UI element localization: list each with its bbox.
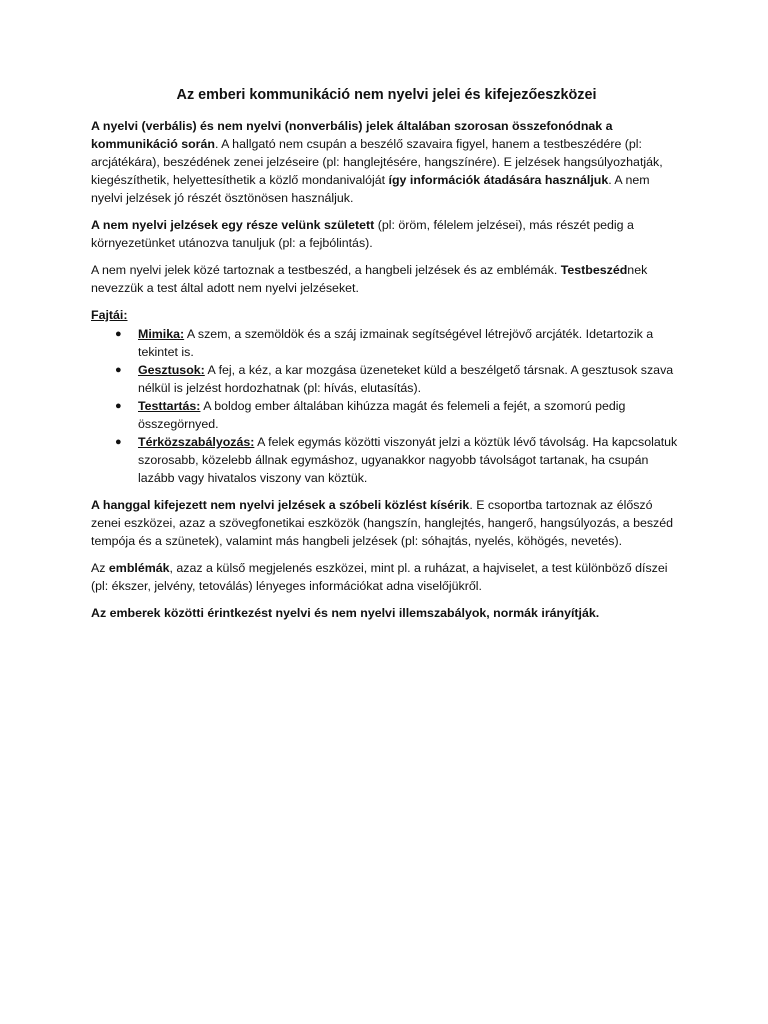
types-heading [91, 306, 682, 324]
paragraph-intro [91, 117, 682, 207]
bold-text: Testbeszéd [560, 263, 628, 277]
bullet-icon: ● [115, 328, 122, 340]
body-text: A nem nyelvi jelek közé tartoznak a testbeszéd, a hangbeli jelzések és az emblémák. [91, 263, 561, 277]
types-list [91, 325, 682, 487]
type-term: Mimika: [138, 327, 185, 341]
type-term: Gesztusok: [138, 363, 205, 377]
paragraph-emblems [91, 559, 682, 595]
body-text: (pl: öröm, félelem jelzései), más részét pedig a környezetünket utánozva tanuljuk (pl: a fejbólintás). [91, 218, 634, 250]
bullet-icon: ● [115, 364, 122, 376]
body-text: Az [91, 561, 109, 575]
type-description: A felek egymás közötti viszonyát jelzi a köztük lévő távolság. Ha kapcsolatuk szorosabb, közelebb állnak egymáshoz, ugyanakkor nagyobb távolságot tartanak, ha csupán lazább vagy hivatalos viszony van köztük. [138, 435, 678, 485]
body-text: . A nem nyelvi jelzések jó részét ösztönösen használjuk. [91, 173, 650, 205]
bullet-icon: ● [115, 400, 122, 412]
bold-text: A nyelvi (verbális) és nem nyelvi (nonverbális) jelek általában szorosan összefonódnak a kommunikáció során [91, 119, 613, 151]
bold-text: emblémák [108, 561, 170, 575]
body-text: . E csoportba tartoznak az élőszó zenei eszközei, azaz a szövegfonetikai eszközök (hangszín, hanglejtés, hangerő, hangsúlyozás, a beszéd tempója és a szünetek), valamint más hangbeli jelzések (pl: sóhajtás, nyelés, köhögés, nevetés). [91, 498, 674, 548]
type-description: A fej, a kéz, a kar mozgása üzeneteket küld a beszélgető társnak. A gesztusok szava nélkül is jelzést hordozhatnak (pl: hívás, elutasítás). [138, 363, 674, 395]
body-text: , azaz a külső megjelenés eszközei, mint pl. a ruházat, a hajviselet, a test különböző díszei (pl: ékszer, jelvény, tetoválás) lényeges információkat adna viselőjükről. [91, 561, 668, 593]
type-description: A boldog ember általában kihúzza magát és felemeli a fejét, a szomorú pedig összegörnyed. [138, 399, 626, 431]
list-item [91, 397, 682, 433]
list-item [91, 325, 682, 361]
paragraph-innate [91, 216, 682, 252]
bold-text: A hanggal kifejezett nem nyelvi jelzések a szóbeli közlést kísérik [91, 498, 470, 512]
paragraph-vocal-signals [91, 496, 682, 550]
types-heading-label: Fajtái: [91, 308, 128, 322]
type-description: A szem, a szemöldök és a száj izmainak segítségével létrejövő arcjáték. Idetartozik a tekintet is. [138, 327, 654, 359]
bold-text: így információk átadására használjuk [388, 173, 609, 187]
bullet-icon: ● [115, 436, 122, 448]
body-text: nek nevezzük a test által adott nem nyelvi jelzéseket. [91, 263, 648, 295]
bold-text: Az emberek közötti érintkezést nyelvi és nem nyelvi illemszabályok, normák irányítják. [91, 606, 600, 620]
type-term: Térközszabályozás: [138, 435, 255, 449]
list-item [91, 433, 682, 487]
type-term: Testtartás: [138, 399, 201, 413]
bold-text: A nem nyelvi jelzések egy része velünk született [91, 218, 375, 232]
paragraph-conclusion [91, 604, 682, 622]
paragraph-body-language [91, 261, 682, 297]
document-title: Az emberi kommunikáció nem nyelvi jelei és kifejezőeszközei [176, 87, 597, 103]
list-item [91, 361, 682, 397]
body-text: . A hallgató nem csupán a beszélő szavaira figyel, hanem a testbeszédére (pl: arcjátékára), beszédének zenei jelzéseire (pl: hanglejtésére, hangszínére). E jelzések hangsúlyozhatják, kiegészíthetik, helyettesíthetik a közlő mondanivalóját [91, 137, 663, 187]
